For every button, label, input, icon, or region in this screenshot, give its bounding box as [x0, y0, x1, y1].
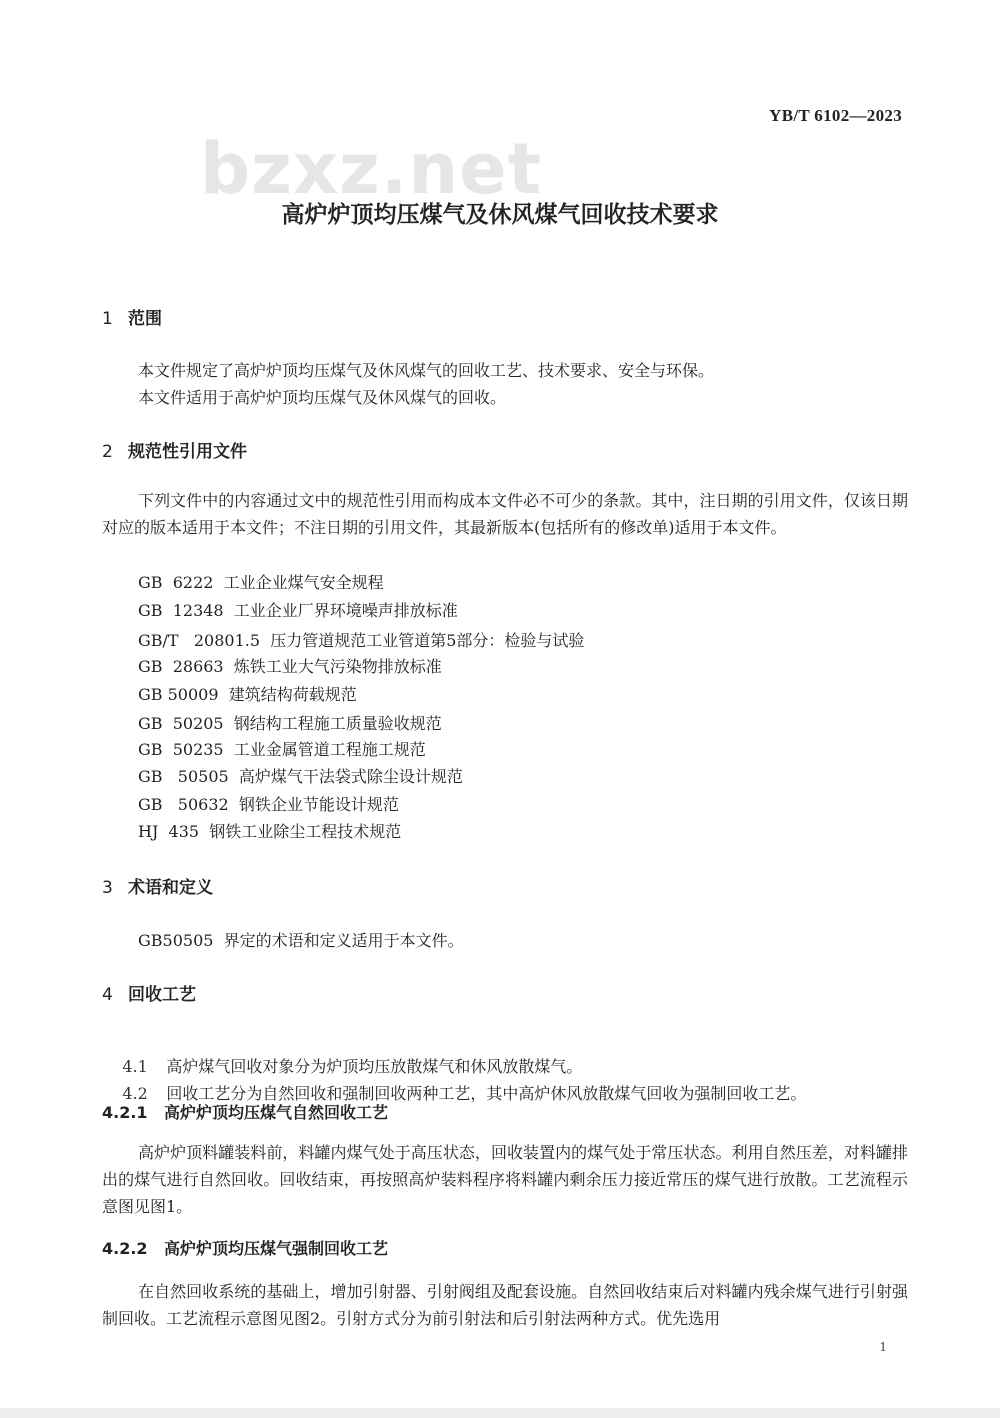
clause-number: 4.2.1 [102, 1103, 148, 1122]
reference-item: GB/T 20801.5 压力管道规范工业管道第5部分：检验与试验 [138, 631, 585, 650]
reference-item: GB 28663 炼铁工业大气污染物排放标准 [138, 657, 442, 676]
standard-number: YB/T 6102—2023 [769, 106, 902, 125]
watermark: bzxz.net [200, 128, 543, 210]
scope-line-1: 本文件规定了高炉炉顶均压煤气及休风煤气的回收工艺、技术要求、安全与环保。 [138, 361, 715, 380]
reference-item: GB 50505 高炉煤气干法袋式除尘设计规范 [138, 767, 463, 786]
section-number: 1 [102, 309, 113, 329]
clause-number: 4.2.2 [102, 1239, 148, 1258]
reference-item: GB 12348 工业企业厂界环境噪声排放标准 [138, 601, 458, 620]
reference-item: GB 6222 工业企业煤气安全规程 [138, 573, 384, 592]
clause-4-2-2-paragraph [102, 1278, 908, 1332]
reference-item: HJ 435 钢铁工业除尘工程技术规范 [138, 822, 402, 841]
reference-item: GB 50009 建筑结构荷载规范 [138, 685, 357, 704]
section-3-heading [102, 873, 213, 898]
section-title: 规范性引用文件 [128, 442, 247, 462]
section-4-heading [102, 980, 196, 1005]
clause-number: 4.1 [122, 1057, 148, 1076]
clause-4-2-2-heading [102, 1236, 388, 1259]
section-number: 3 [102, 878, 113, 898]
clause-4-2-1-paragraph [102, 1139, 908, 1220]
clause-text: 高炉煤气回收对象分为炉顶均压放散煤气和休风放散煤气。 [166, 1057, 583, 1076]
clause-title: 高炉炉顶均压煤气强制回收工艺 [164, 1239, 389, 1258]
clause-text: 在自然回收系统的基础上，增加引射器、引射阀组及配套设施。自然回收结束后对料罐内残余煤气进行引射强制回收。工艺流程示意图见图2。引射方式分为前引射法和后引射法两种方式。优先选用 [102, 1282, 908, 1328]
page-number: 1 [879, 1340, 887, 1354]
scope-line-2: 本文件适用于高炉炉顶均压煤气及休风煤气的回收。 [138, 388, 507, 407]
reference-item: GB 50205 钢结构工程施工质量验收规范 [138, 714, 442, 733]
clause-4-2-1-heading [102, 1100, 388, 1123]
clause-title: 高炉炉顶均压煤气自然回收工艺 [164, 1103, 389, 1122]
clause-number: 4.2 [122, 1084, 148, 1103]
section-title: 范围 [128, 309, 162, 329]
page-bottom-edge [0, 1408, 1000, 1418]
section-title: 回收工艺 [128, 985, 196, 1005]
section-1-heading [102, 304, 162, 329]
section-2-heading [102, 437, 247, 462]
references-intro-paragraph [102, 487, 908, 541]
references-intro: 下列文件中的内容通过文中的规范性引用而构成本文件必不可少的条款。其中，注日期的引用文件，仅该日期对应的版本适用于本文件；不注日期的引用文件，其最新版本(包括所有的修改单)适用于本文件。 [102, 491, 908, 537]
reference-item: GB 50632 钢铁企业节能设计规范 [138, 795, 399, 814]
section-title: 术语和定义 [128, 878, 213, 898]
clause-text: 回收工艺分为自然回收和强制回收两种工艺，其中高炉休风放散煤气回收为强制回收工艺。 [166, 1084, 807, 1103]
reference-item: GB 50235 工业金属管道工程施工规范 [138, 740, 426, 759]
section-number: 4 [102, 985, 113, 1005]
terms-text: GB50505 界定的术语和定义适用于本文件。 [138, 931, 464, 950]
document-title: 高炉炉顶均压煤气及休风煤气回收技术要求 [281, 202, 719, 228]
clause-text: 高炉炉顶料罐装料前，料罐内煤气处于高压状态，回收装置内的煤气处于常压状态。利用自然压差，对料罐排出的煤气进行自然回收。回收结束，再按照高炉装料程序将料罐内剩余压力接近常压的煤气进行放散。工艺流程示意图见图1。 [102, 1143, 908, 1216]
section-number: 2 [102, 442, 113, 462]
